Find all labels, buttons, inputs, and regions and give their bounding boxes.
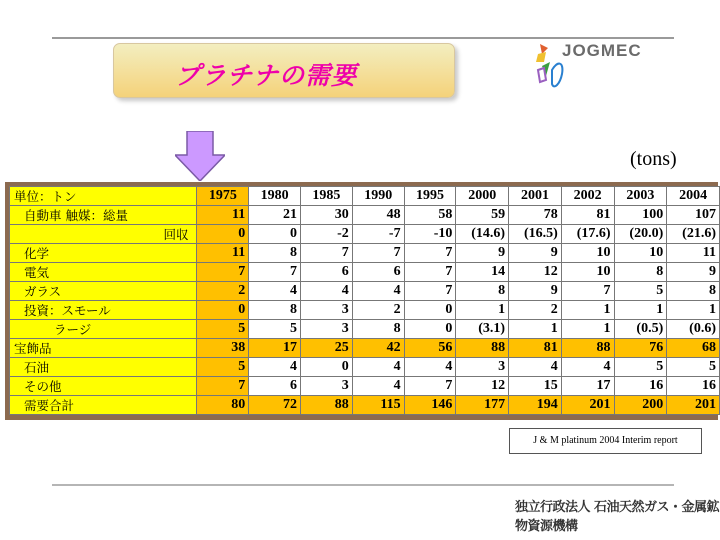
top-divider [52, 37, 674, 39]
table-cell: 200 [614, 396, 667, 415]
table-cell: 146 [404, 396, 456, 415]
table-cell: 5 [249, 320, 301, 339]
table-cell: (20.0) [614, 225, 667, 244]
table-cell: 88 [561, 339, 614, 358]
table-cell: -7 [352, 225, 404, 244]
table-cell: 194 [509, 396, 562, 415]
table-cell: 48 [352, 206, 404, 225]
table-cell: 12 [509, 263, 562, 282]
header-row [10, 187, 720, 206]
slide-title: プラチナの需要 [175, 61, 358, 90]
table-cell: 4 [352, 282, 404, 301]
table-cell: 9 [456, 244, 509, 263]
row-label: 回収 [10, 225, 197, 244]
table-cell: 201 [667, 396, 720, 415]
row-label: 電気 [10, 263, 197, 282]
table-cell: (3.1) [456, 320, 509, 339]
table-cell: 88 [456, 339, 509, 358]
table-cell: 115 [352, 396, 404, 415]
table-row [10, 206, 720, 225]
table-cell: 9 [509, 244, 562, 263]
table-cell: 76 [614, 339, 667, 358]
table-row [10, 358, 720, 377]
table-cell: 81 [509, 339, 562, 358]
organization-name: 独立行政法人 石油天然ガス・金属鉱物資源機構 [515, 500, 720, 534]
table-cell: 80 [197, 396, 249, 415]
table-cell: 4 [352, 358, 404, 377]
platinum-demand-table [9, 186, 720, 415]
table-cell: 6 [352, 263, 404, 282]
table-cell: 5 [667, 358, 720, 377]
table-cell: 38 [197, 339, 249, 358]
table-cell: 4 [249, 358, 301, 377]
table-cell: 7 [404, 282, 456, 301]
table-cell: 5 [197, 358, 249, 377]
table-cell: 1 [561, 320, 614, 339]
table-cell: 7 [352, 244, 404, 263]
table-cell: 4 [301, 282, 353, 301]
table-cell: 0 [404, 301, 456, 320]
table-cell: 1 [667, 301, 720, 320]
year-header: 2004 [667, 187, 720, 206]
table-cell: 5 [197, 320, 249, 339]
table-cell: 0 [404, 320, 456, 339]
unit-label: 単位：トン [10, 187, 197, 206]
table-cell: 0 [197, 225, 249, 244]
table-cell: -10 [404, 225, 456, 244]
table-cell: 72 [249, 396, 301, 415]
table-cell: 88 [301, 396, 353, 415]
table-row [10, 282, 720, 301]
table-cell: 0 [301, 358, 353, 377]
table-row [10, 301, 720, 320]
year-header: 1975 [197, 187, 249, 206]
table-cell: 100 [614, 206, 667, 225]
table-cell: 11 [197, 206, 249, 225]
year-header: 2003 [614, 187, 667, 206]
table-cell: (16.5) [509, 225, 562, 244]
table-cell: 68 [667, 339, 720, 358]
table-cell: 15 [509, 377, 562, 396]
table-row [10, 225, 720, 244]
table-cell: 7 [197, 263, 249, 282]
table-cell: 12 [456, 377, 509, 396]
table-cell: 42 [352, 339, 404, 358]
table-cell: 7 [561, 282, 614, 301]
table-cell: 0 [197, 301, 249, 320]
table-cell: 4 [509, 358, 562, 377]
table-cell: (0.5) [614, 320, 667, 339]
table-cell: 7 [249, 263, 301, 282]
table-cell: 58 [404, 206, 456, 225]
source-note: J & M platinum 2004 Interim report [509, 428, 702, 454]
table-cell: 81 [561, 206, 614, 225]
table-cell: 1 [614, 301, 667, 320]
table-cell: 8 [249, 301, 301, 320]
table-cell: 3 [301, 301, 353, 320]
year-header: 2001 [509, 187, 562, 206]
table-cell: (0.6) [667, 320, 720, 339]
year-header: 1995 [404, 187, 456, 206]
table-cell: 21 [249, 206, 301, 225]
table-cell: 6 [301, 263, 353, 282]
row-label: その他 [10, 377, 197, 396]
table-cell: 11 [197, 244, 249, 263]
row-label: 石油 [10, 358, 197, 377]
table-cell: (17.6) [561, 225, 614, 244]
row-label: ガラス [10, 282, 197, 301]
table-cell: 14 [456, 263, 509, 282]
table-cell: 7 [404, 244, 456, 263]
row-label: 投資：スモール [10, 301, 197, 320]
table-cell: 7 [404, 377, 456, 396]
bottom-divider [52, 484, 674, 486]
table-cell: 4 [249, 282, 301, 301]
table-cell: 10 [614, 244, 667, 263]
table-cell: 107 [667, 206, 720, 225]
year-header: 1980 [249, 187, 301, 206]
table-cell: 7 [301, 244, 353, 263]
table-row [10, 263, 720, 282]
table-cell: 3 [456, 358, 509, 377]
year-header: 2002 [561, 187, 614, 206]
table-cell: 2 [197, 282, 249, 301]
table-cell: 78 [509, 206, 562, 225]
table-row [10, 377, 720, 396]
table-cell: 8 [614, 263, 667, 282]
table-cell: 3 [301, 377, 353, 396]
table-cell: 0 [249, 225, 301, 244]
table-cell: 7 [197, 377, 249, 396]
table-cell: (14.6) [456, 225, 509, 244]
year-header: 1990 [352, 187, 404, 206]
table-cell: 5 [614, 358, 667, 377]
table-cell: 10 [561, 244, 614, 263]
table-cell: 5 [614, 282, 667, 301]
table-cell: 177 [456, 396, 509, 415]
table-cell: 25 [301, 339, 353, 358]
row-label: 需要合計 [10, 396, 197, 415]
table-cell: 201 [561, 396, 614, 415]
row-label: 自動車 触媒：総量 [10, 206, 197, 225]
table-cell: 8 [249, 244, 301, 263]
table-row [10, 339, 720, 358]
row-label: ラージ [10, 320, 197, 339]
table-cell: 16 [614, 377, 667, 396]
table-row [10, 396, 720, 415]
table-cell: 6 [249, 377, 301, 396]
table-cell: (21.6) [667, 225, 720, 244]
down-arrow-icon [175, 131, 225, 181]
table-cell: 4 [404, 358, 456, 377]
row-label: 宝飾品 [10, 339, 197, 358]
logo-text: JOGMEC [562, 41, 642, 60]
table-cell: 1 [509, 320, 562, 339]
table-cell: 30 [301, 206, 353, 225]
table-cell: 56 [404, 339, 456, 358]
table-cell: 4 [352, 377, 404, 396]
table-cell: 1 [456, 301, 509, 320]
table-cell: 10 [561, 263, 614, 282]
table-cell: 2 [352, 301, 404, 320]
table-cell: 17 [561, 377, 614, 396]
table-cell: -2 [301, 225, 353, 244]
table-cell: 16 [667, 377, 720, 396]
table-cell: 8 [352, 320, 404, 339]
units-label: (tons) [630, 148, 677, 170]
table-cell: 11 [667, 244, 720, 263]
table-row [10, 244, 720, 263]
table-cell: 4 [561, 358, 614, 377]
table-cell: 9 [667, 263, 720, 282]
table-cell: 8 [667, 282, 720, 301]
table-cell: 3 [301, 320, 353, 339]
table-cell: 1 [561, 301, 614, 320]
table-cell: 2 [509, 301, 562, 320]
table-cell: 17 [249, 339, 301, 358]
table-cell: 59 [456, 206, 509, 225]
row-label: 化学 [10, 244, 197, 263]
year-header: 1985 [301, 187, 353, 206]
table-row [10, 320, 720, 339]
table-cell: 8 [456, 282, 509, 301]
table-cell: 9 [509, 282, 562, 301]
year-header: 2000 [456, 187, 509, 206]
table-cell: 7 [404, 263, 456, 282]
